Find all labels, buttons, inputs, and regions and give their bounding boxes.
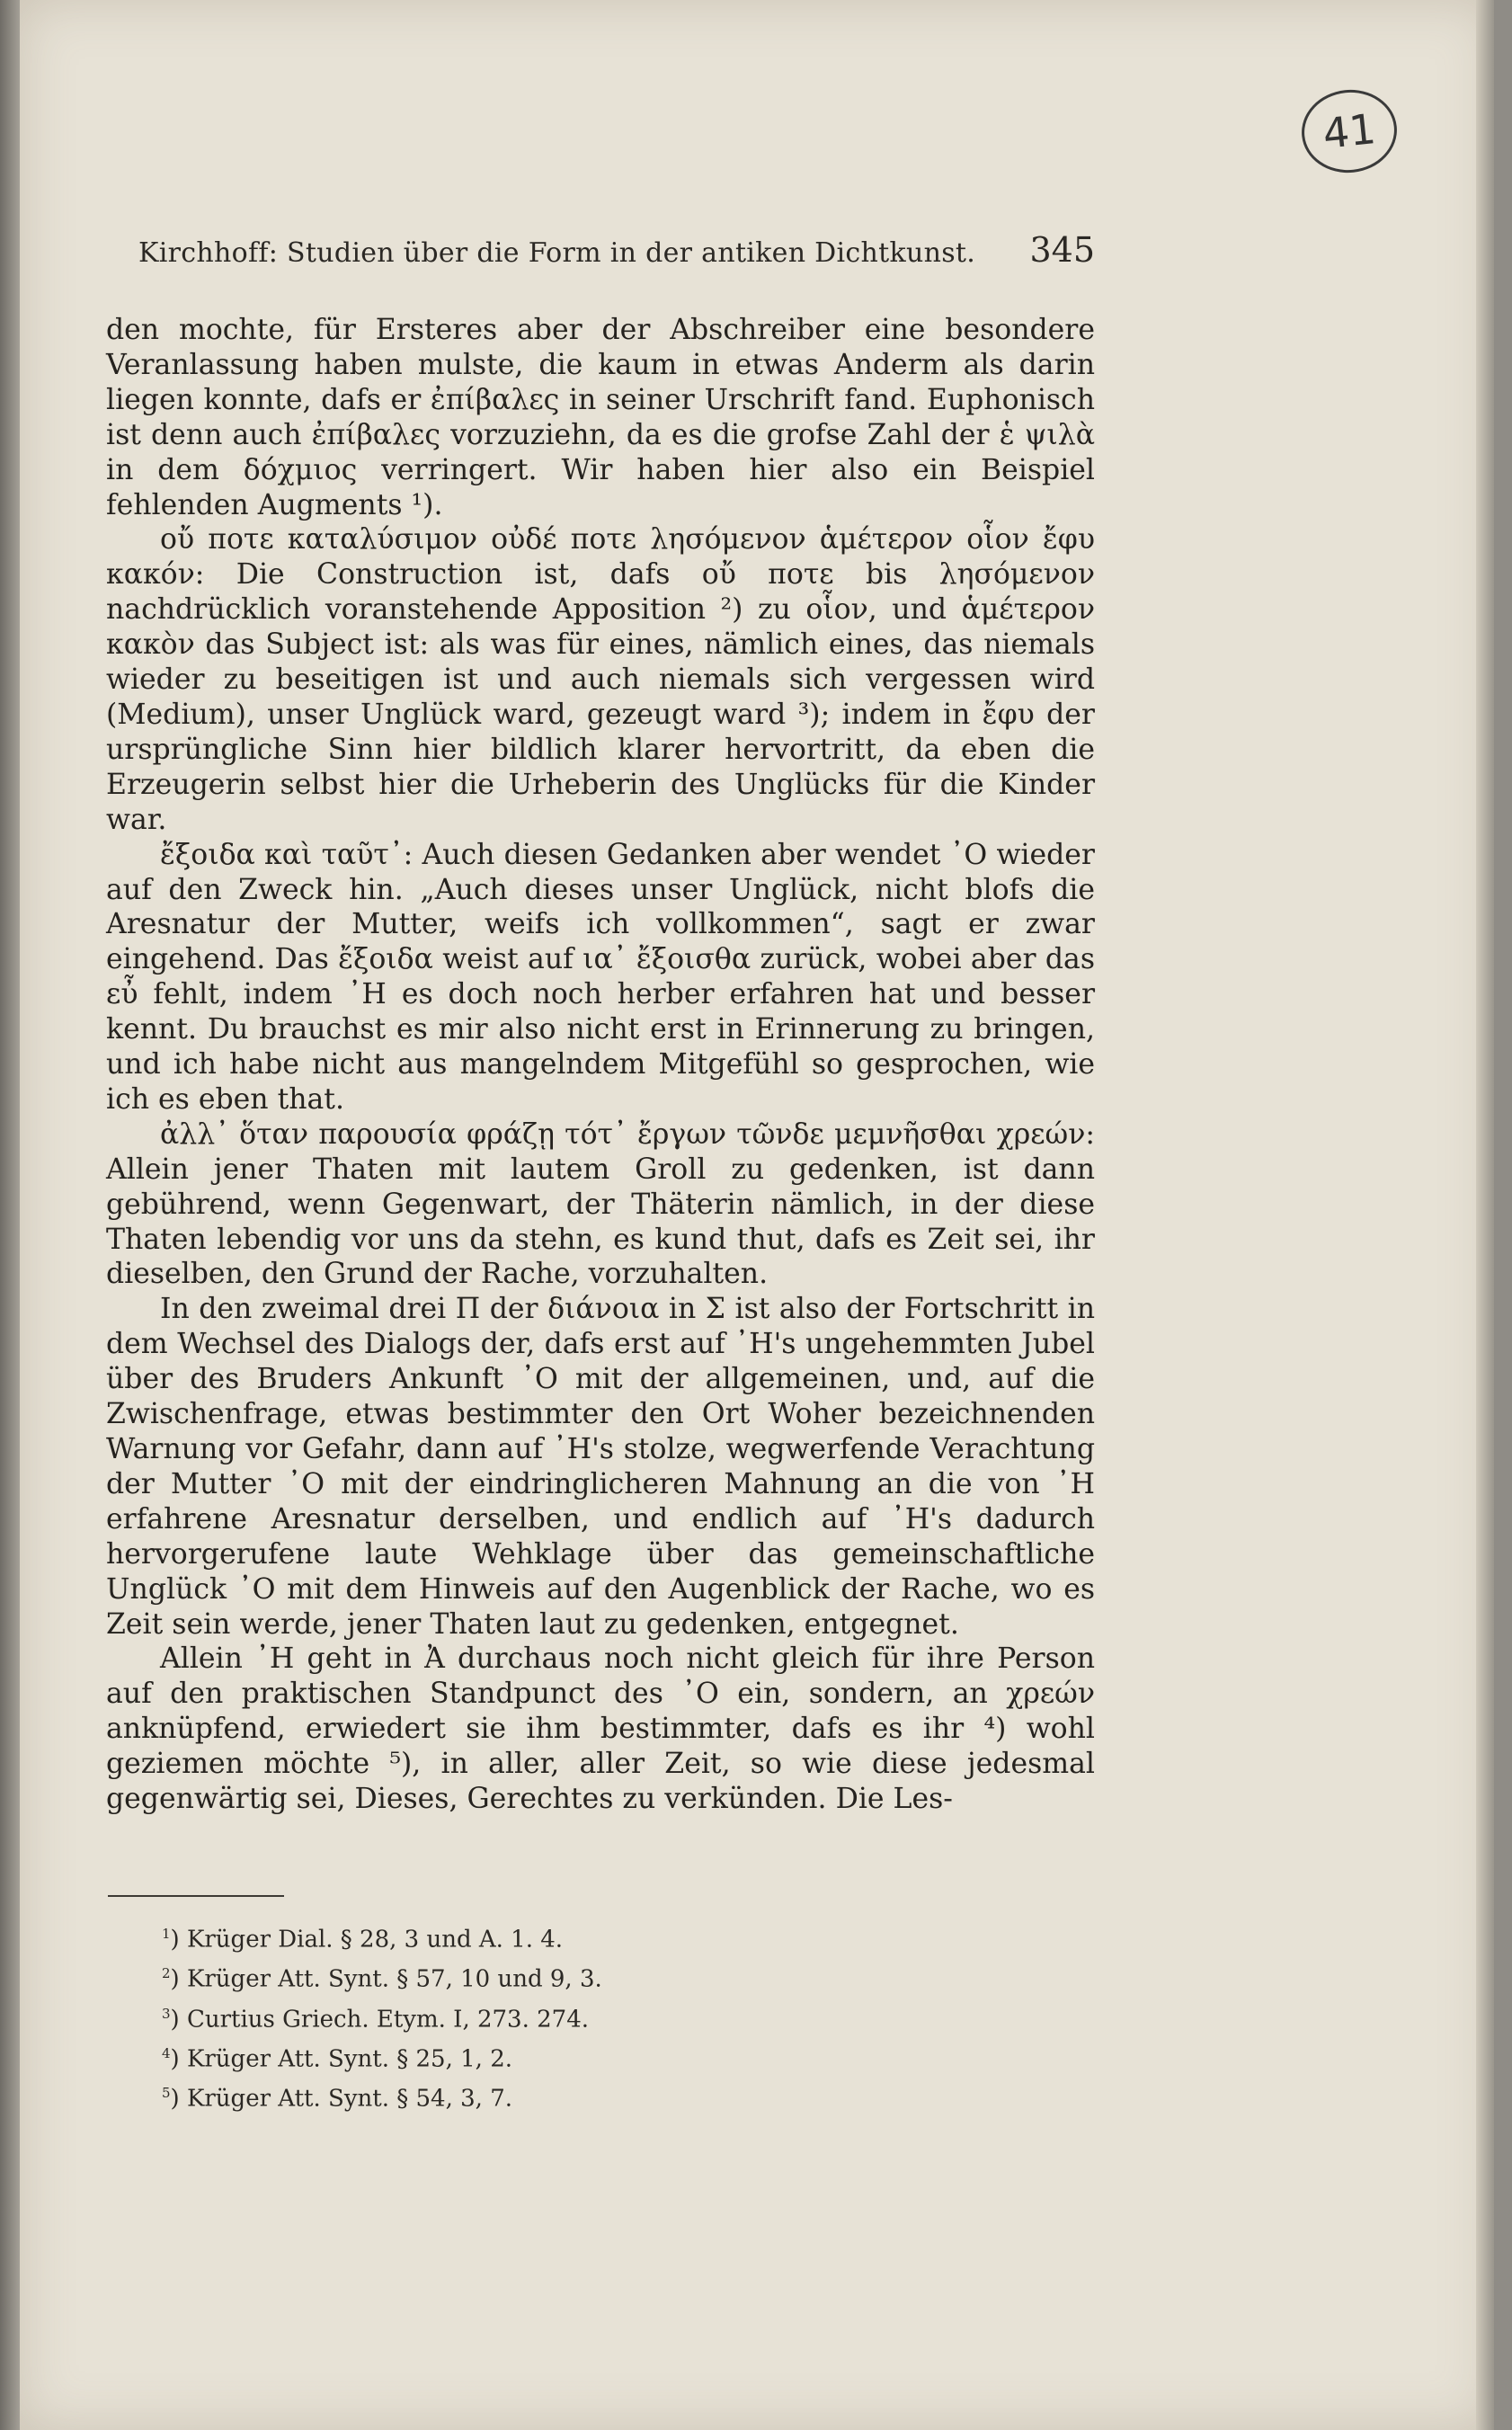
footnote-number: 1 <box>162 1926 171 1942</box>
footnote-text: ) Krüger Att. Synt. § 57, 10 und 9, 3. <box>170 1965 602 1993</box>
footnote-number: 4 <box>162 2044 171 2061</box>
footnote <box>162 1957 791 1997</box>
footnote <box>162 2077 791 2116</box>
paragraph: ἔξοιδα καὶ ταῦτ᾽: Auch diesen Gedanken aber wendet ᾿Ο wieder auf den Zweck hin. „Auch dieses unser Unglück, nicht blofs die Aresnatur der Mutter, weifs ich vollkommen“, sagt er zwar eingehend. Das ἔξοιδα weist auf ια᾽ ἔξοισθα zurück, wobei aber das εὖ fehlt, indem ᾿Η es doch noch herber erfahren hat und besser kennt. Du brauchst es mir also nicht erst in Erinnerung zu bringen, und ich habe nicht aus mangelndem Mitgefühl so gesprochen, wie ich es eben that. <box>106 838 1095 1116</box>
paragraph: ἀλλ᾽ ὅταν παρουσία φράζῃ τότ᾽ ἔργων τῶνδε μεμνῆσθαι χρεών: Allein jener Thaten mit lautem Groll zu gedenken, ist dann gebührend, wenn Gegenwart, der Thäterin nämlich, in der diese Thaten lebendig vor uns da stehn, es kund thut, dafs es Zeit sei, ihr dieselben, den Grund der Rache, vorzuhalten. <box>106 1117 1095 1291</box>
paragraph: In den zweimal drei Π der διάνοια in Σ ist also der Fortschritt in dem Wechsel des Dialogs der, dafs erst auf ᾿Η's ungehemmten Jubel über des Bruders Ankunft ᾿Ο mit der allgemeinen, und, auf die Zwischenfrage, etwas bestimmter den Ort Woher bezeichnenden Warnung vor Gefahr, dann auf ᾿Η's stolze, wegwerfende Verachtung der Mutter ᾿Ο mit der eindringlicheren Mahnung an die von ᾿Η erfahrene Aresnatur derselben, und endlich auf ᾿Η's dadurch hervorgerufene laute Wehklage über das gemeinschaftliche Unglück ᾿Ο mit dem Hinweis auf den Augenblick der Rache, wo es Zeit sein werde, jener Thaten laut zu gedenken, entgegnet. <box>106 1293 1095 1641</box>
footnote-text: ) Krüger Att. Synt. § 25, 1, 2. <box>170 2045 512 2073</box>
footnote-number: 2 <box>162 1965 171 1982</box>
footnote-divider <box>108 1895 284 1897</box>
page-right-edge <box>1476 0 1494 2430</box>
footnote-text: ) Krüger Dial. § 28, 3 und A. 1. 4. <box>170 1926 564 1954</box>
footnote-number: 3 <box>162 2005 171 2022</box>
footnote-number: 5 <box>162 2085 171 2101</box>
footnote <box>162 1918 791 1957</box>
footnote <box>162 2037 791 2077</box>
paragraph: Allein ᾿Η geht in Ἀ durchaus noch nicht gleich für ihre Person auf den praktischen Standpunct des ᾿Ο ein, sondern, an χρεών anknüpfend, erwiedert sie ihm bestimmter, dafs es ihr ⁴) wohl geziemen möchte ⁵), in aller, aller Zeit, so wie diese jedesmal gegenwärtig sei, Dieses, Gerechtes zu verkünden. Die Les- <box>106 1642 1095 1816</box>
body-text <box>106 313 1095 1817</box>
paragraph: den mochte, für Ersteres aber der Abschreiber eine besondere Veranlassung haben mulste, die kaum in etwas Anderm als darin liegen konnte, dafs er ἐπίβαλες in seiner Urschrift fand. Euphonisch ist denn auch ἐπίβαλες vorzuziehn, da es die grofse Zahl der ἑ ψιλὰ in dem δόχμιος verringert. Wir haben hier also ein Beispiel fehlenden Augments ¹). <box>106 314 1095 521</box>
running-title: Kirchhoff: Studien über die Form in der antiken Dichtkunst. <box>138 237 976 269</box>
footnotes <box>162 1918 791 2116</box>
folio-stamp: 41 <box>1297 85 1401 178</box>
page-number: 345 <box>1029 230 1095 270</box>
paragraph: οὔ ποτε καταλύσιμον οὐδέ ποτε λησόμενον ἁμέτερον οἷον ἔφυ κακόν: Die Construction ist, dafs οὔ ποτε bis λησόμενον nachdrücklich voranstehende Apposition ²) zu οἷον, und ἁμέτερον κακὸν das Subject ist: als was für eines, nämlich eines, das niemals wieder zu beseitigen ist und auch niemals sich vergessen wird (Medium), unser Unglück ward, gezeugt ward ³); indem in ἔφυ der ursprüngliche Sinn hier bildlich klarer hervortritt, da eben die Erzeugerin selbst hier die Urheberin des Unglücks für die Kinder war. <box>106 523 1095 836</box>
footnote <box>162 1998 791 2037</box>
running-header <box>138 230 1095 270</box>
footnote-text: ) Curtius Griech. Etym. I, 273. 274. <box>170 2006 590 2034</box>
footnote-text: ) Krüger Att. Synt. § 54, 3, 7. <box>170 2085 512 2113</box>
page-binding-edge <box>0 0 20 2430</box>
